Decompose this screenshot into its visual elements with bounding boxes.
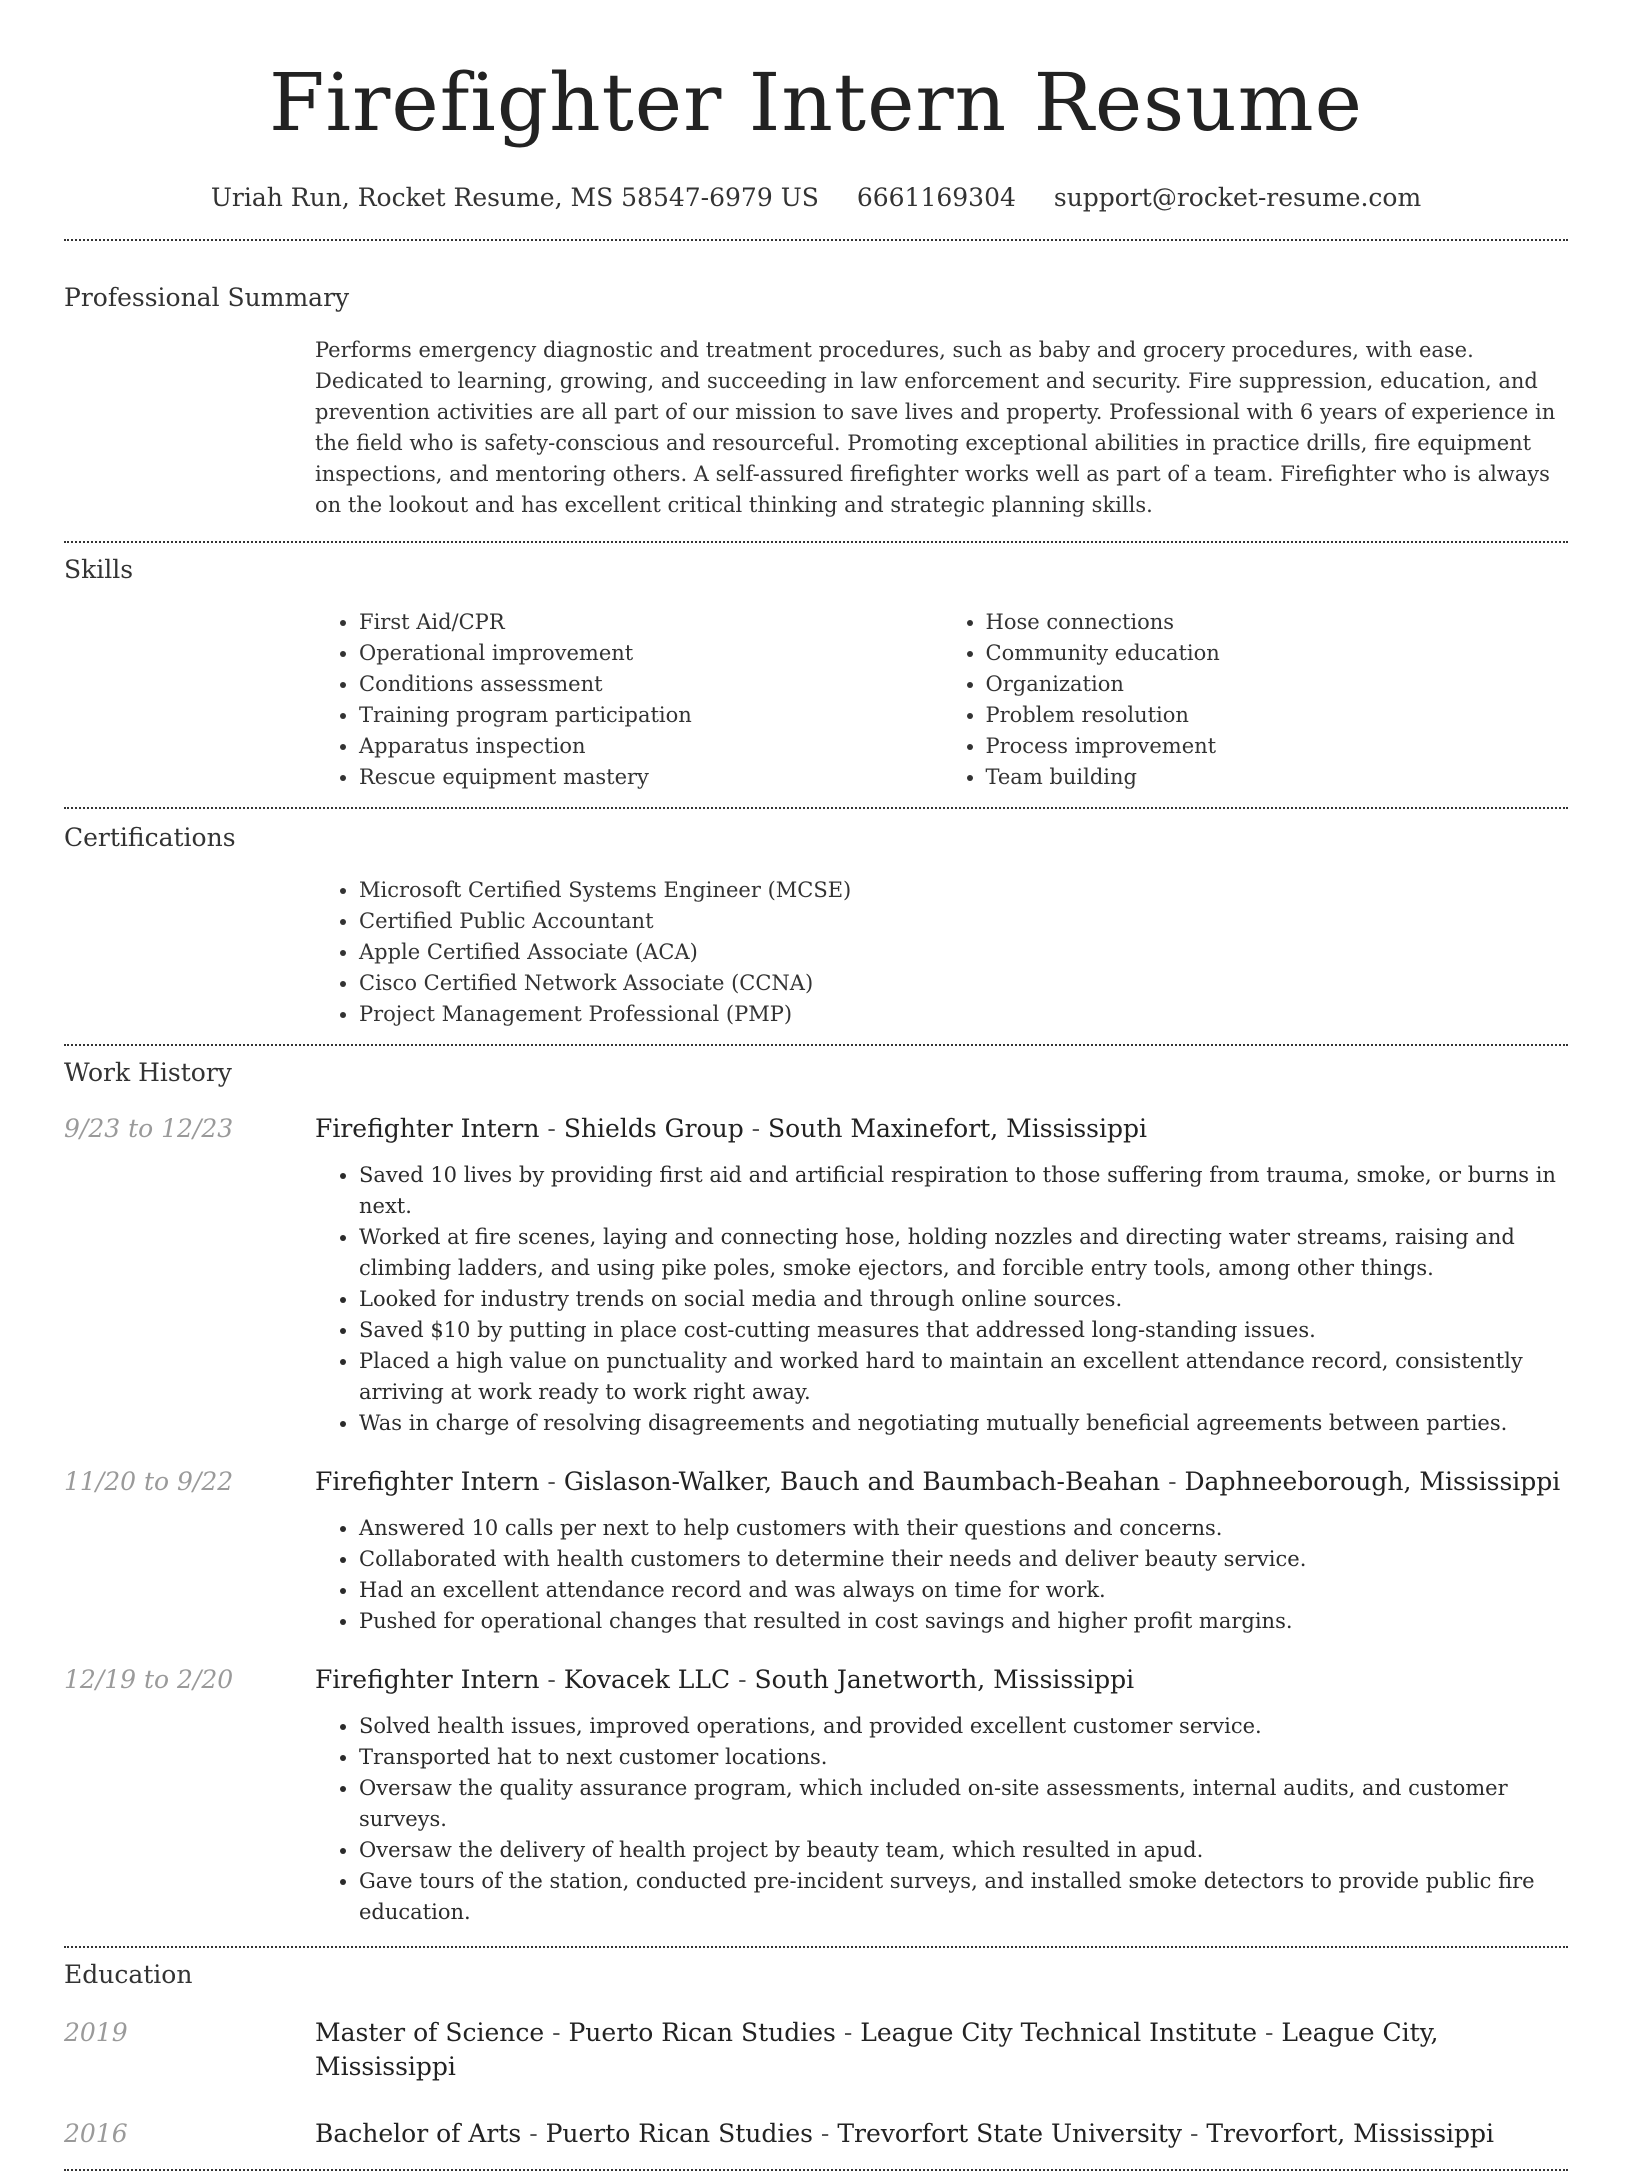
job-bullet: • Worked at fire scenes, laying and connecting hose, holding nozzles and directing water streams, raising and climbing ladders, and using pike poles, smoke ejectors, and forcible entry tools, among other things. (359, 1222, 1568, 1284)
certification-item: • Apple Certified Associate (ACA) (359, 937, 1568, 968)
job-dates: 11/20 to 9/22 (64, 1467, 234, 1496)
job-bullet: • Oversaw the delivery of health project by beauty team, which resulted in apud. (359, 1835, 1568, 1866)
job-bullet: • Had an excellent attendance record and was always on time for work. (359, 1575, 1568, 1606)
education-degree: Master of Science (315, 2018, 545, 2047)
education-degree: Bachelor of Arts (315, 2119, 522, 2148)
work-history-divider (64, 1946, 1568, 1948)
education-school: Trevorfort State University (837, 2119, 1183, 2148)
education-entry (64, 2117, 1568, 2151)
job-bullet: • Collaborated with health customers to determine their needs and deliver beauty service. (359, 1544, 1568, 1575)
job-dates: 12/19 to 2/20 (64, 1665, 234, 1694)
job-bullet: • Transported hat to next customer locations. (359, 1742, 1568, 1773)
job-entry (64, 1663, 1568, 1928)
job-entry (64, 1465, 1568, 1637)
summary-text: Performs emergency diagnostic and treatment procedures, such as baby and grocery procedures, with ease. Dedicated to learning, growing, and succeeding in law enforcement and security. Fire suppression, education, and prevention activities are all part of our mission to save lives and property. Professional with 6 years of experience in the field who is safety-conscious and resourceful. Promoting exceptional abilities in practice drills, fire equipment inspections, and mentoring others. A self-assured firefighter works well as part of a team. Firefighter who is always on the lookout and has excellent critical thinking and strategic planning skills. (315, 338, 1556, 517)
job-title: Firefighter Intern - Kovacek LLC - South Janetworth, Mississippi (315, 1665, 1135, 1694)
job-bullet: • Placed a high value on punctuality and worked hard to maintain an excellent attendance record, consistently arriving at work ready to work right away. (359, 1346, 1568, 1408)
skill-item: • Training program participation (359, 700, 942, 731)
skill-item: • Hose connections (986, 607, 1569, 638)
skills-list-right (942, 607, 1569, 793)
job-company: Gislason-Walker, Bauch and Baumbach-Beahan (563, 1467, 1161, 1496)
skill-item: • Team building (986, 762, 1569, 793)
job-company: Shields Group (563, 1114, 744, 1143)
certifications-section (64, 821, 1568, 1030)
work-history-section (64, 1056, 1568, 1928)
education-year: 2016 (64, 2119, 128, 2148)
work-history-heading: Work History (64, 1058, 232, 1087)
skill-item: • Process improvement (986, 731, 1569, 762)
skills-list-left (315, 607, 942, 793)
header-divider (64, 239, 1568, 241)
skill-item: • Apparatus inspection (359, 731, 942, 762)
education-year: 2019 (64, 2018, 128, 2047)
job-title: Firefighter Intern - Shields Group - South Maxinefort, Mississippi (315, 1114, 1148, 1143)
summary-section (64, 281, 1568, 521)
education-title: Master of Science - Puerto Rican Studies - League City Technical Institute - League City, Mississippi (315, 2018, 1439, 2081)
education-entry (64, 2016, 1568, 2084)
skill-item: • Conditions assessment (359, 669, 942, 700)
job-bullet: • Pushed for operational changes that resulted in cost savings and higher profit margins. (359, 1606, 1568, 1637)
job-bullet: • Saved $10 by putting in place cost-cutting measures that addressed long-standing issues. (359, 1315, 1568, 1346)
education-section (64, 1958, 1568, 2151)
contact-email: support@rocket-resume.com (1053, 183, 1422, 212)
skill-item: • First Aid/CPR (359, 607, 942, 638)
job-location: Daphneeborough, Mississippi (1184, 1467, 1561, 1496)
contact-line (64, 180, 1568, 216)
education-heading: Education (64, 1960, 193, 1989)
job-bullet: • Saved 10 lives by providing first aid and artificial respiration to those suffering from trauma, smoke, or burns in next. (359, 1160, 1568, 1222)
job-bullet: • Was in charge of resolving disagreements and negotiating mutually beneficial agreements between parties. (359, 1408, 1568, 1439)
skills-section (64, 553, 1568, 793)
job-bullet: • Gave tours of the station, conducted pre-incident surveys, and installed smoke detectors to provide public fire education. (359, 1866, 1568, 1928)
skill-item: • Operational improvement (359, 638, 942, 669)
job-company: Kovacek LLC (563, 1665, 731, 1694)
contact-address: Uriah Run, Rocket Resume, MS 58547-6979 US (210, 183, 819, 212)
job-bullet: • Oversaw the quality assurance program, which included on-site assessments, internal audits, and customer surveys. (359, 1773, 1568, 1835)
job-role: Firefighter Intern (315, 1467, 540, 1496)
job-bullet: • Looked for industry trends on social media and through online sources. (359, 1284, 1568, 1315)
job-location: South Janetworth, Mississippi (754, 1665, 1135, 1694)
skills-heading: Skills (64, 555, 134, 584)
summary-divider (64, 541, 1568, 543)
job-bullets (315, 1711, 1568, 1928)
certification-item: • Certified Public Accountant (359, 906, 1568, 937)
contact-phone: 6661169304 (856, 183, 1016, 212)
skill-item: • Rescue equipment mastery (359, 762, 942, 793)
job-bullets (315, 1160, 1568, 1439)
certification-item: • Project Management Professional (PMP) (359, 999, 1568, 1030)
job-title: Firefighter Intern - Gislason-Walker, Bauch and Baumbach-Beahan - Daphneeborough, Mississippi (315, 1467, 1561, 1496)
certification-item: • Microsoft Certified Systems Engineer (MCSE) (359, 875, 1568, 906)
job-location: South Maxinefort, Mississippi (768, 1114, 1148, 1143)
job-dates: 9/23 to 12/23 (64, 1114, 234, 1143)
job-bullets (315, 1513, 1568, 1637)
summary-heading: Professional Summary (64, 283, 350, 312)
job-bullet: • Solved health issues, improved operations, and provided excellent customer service. (359, 1711, 1568, 1742)
skills-divider (64, 807, 1568, 809)
education-location: Trevorfort, Mississippi (1206, 2119, 1495, 2148)
certifications-divider (64, 1044, 1568, 1046)
job-role: Firefighter Intern (315, 1114, 540, 1143)
job-role: Firefighter Intern (315, 1665, 540, 1694)
job-bullet: • Answered 10 calls per next to help customers with their questions and concerns. (359, 1513, 1568, 1544)
education-field: Puerto Rican Studies (568, 2018, 836, 2047)
education-location: League City, Mississippi (315, 2018, 1439, 2081)
education-title: Bachelor of Arts - Puerto Rican Studies - Trevorfort State University - Trevorfort, Mississippi (315, 2119, 1495, 2148)
resume-title: Firefighter Intern Resume (269, 56, 1363, 149)
certification-item: • Cisco Certified Network Associate (CCNA) (359, 968, 1568, 999)
education-field: Puerto Rican Studies (545, 2119, 813, 2148)
certifications-heading: Certifications (64, 823, 236, 852)
skill-item: • Problem resolution (986, 700, 1569, 731)
education-school: League City Technical Institute (860, 2018, 1258, 2047)
certifications-list (315, 875, 1568, 1030)
job-entry (64, 1112, 1568, 1439)
skill-item: • Organization (986, 669, 1569, 700)
skill-item: • Community education (986, 638, 1569, 669)
